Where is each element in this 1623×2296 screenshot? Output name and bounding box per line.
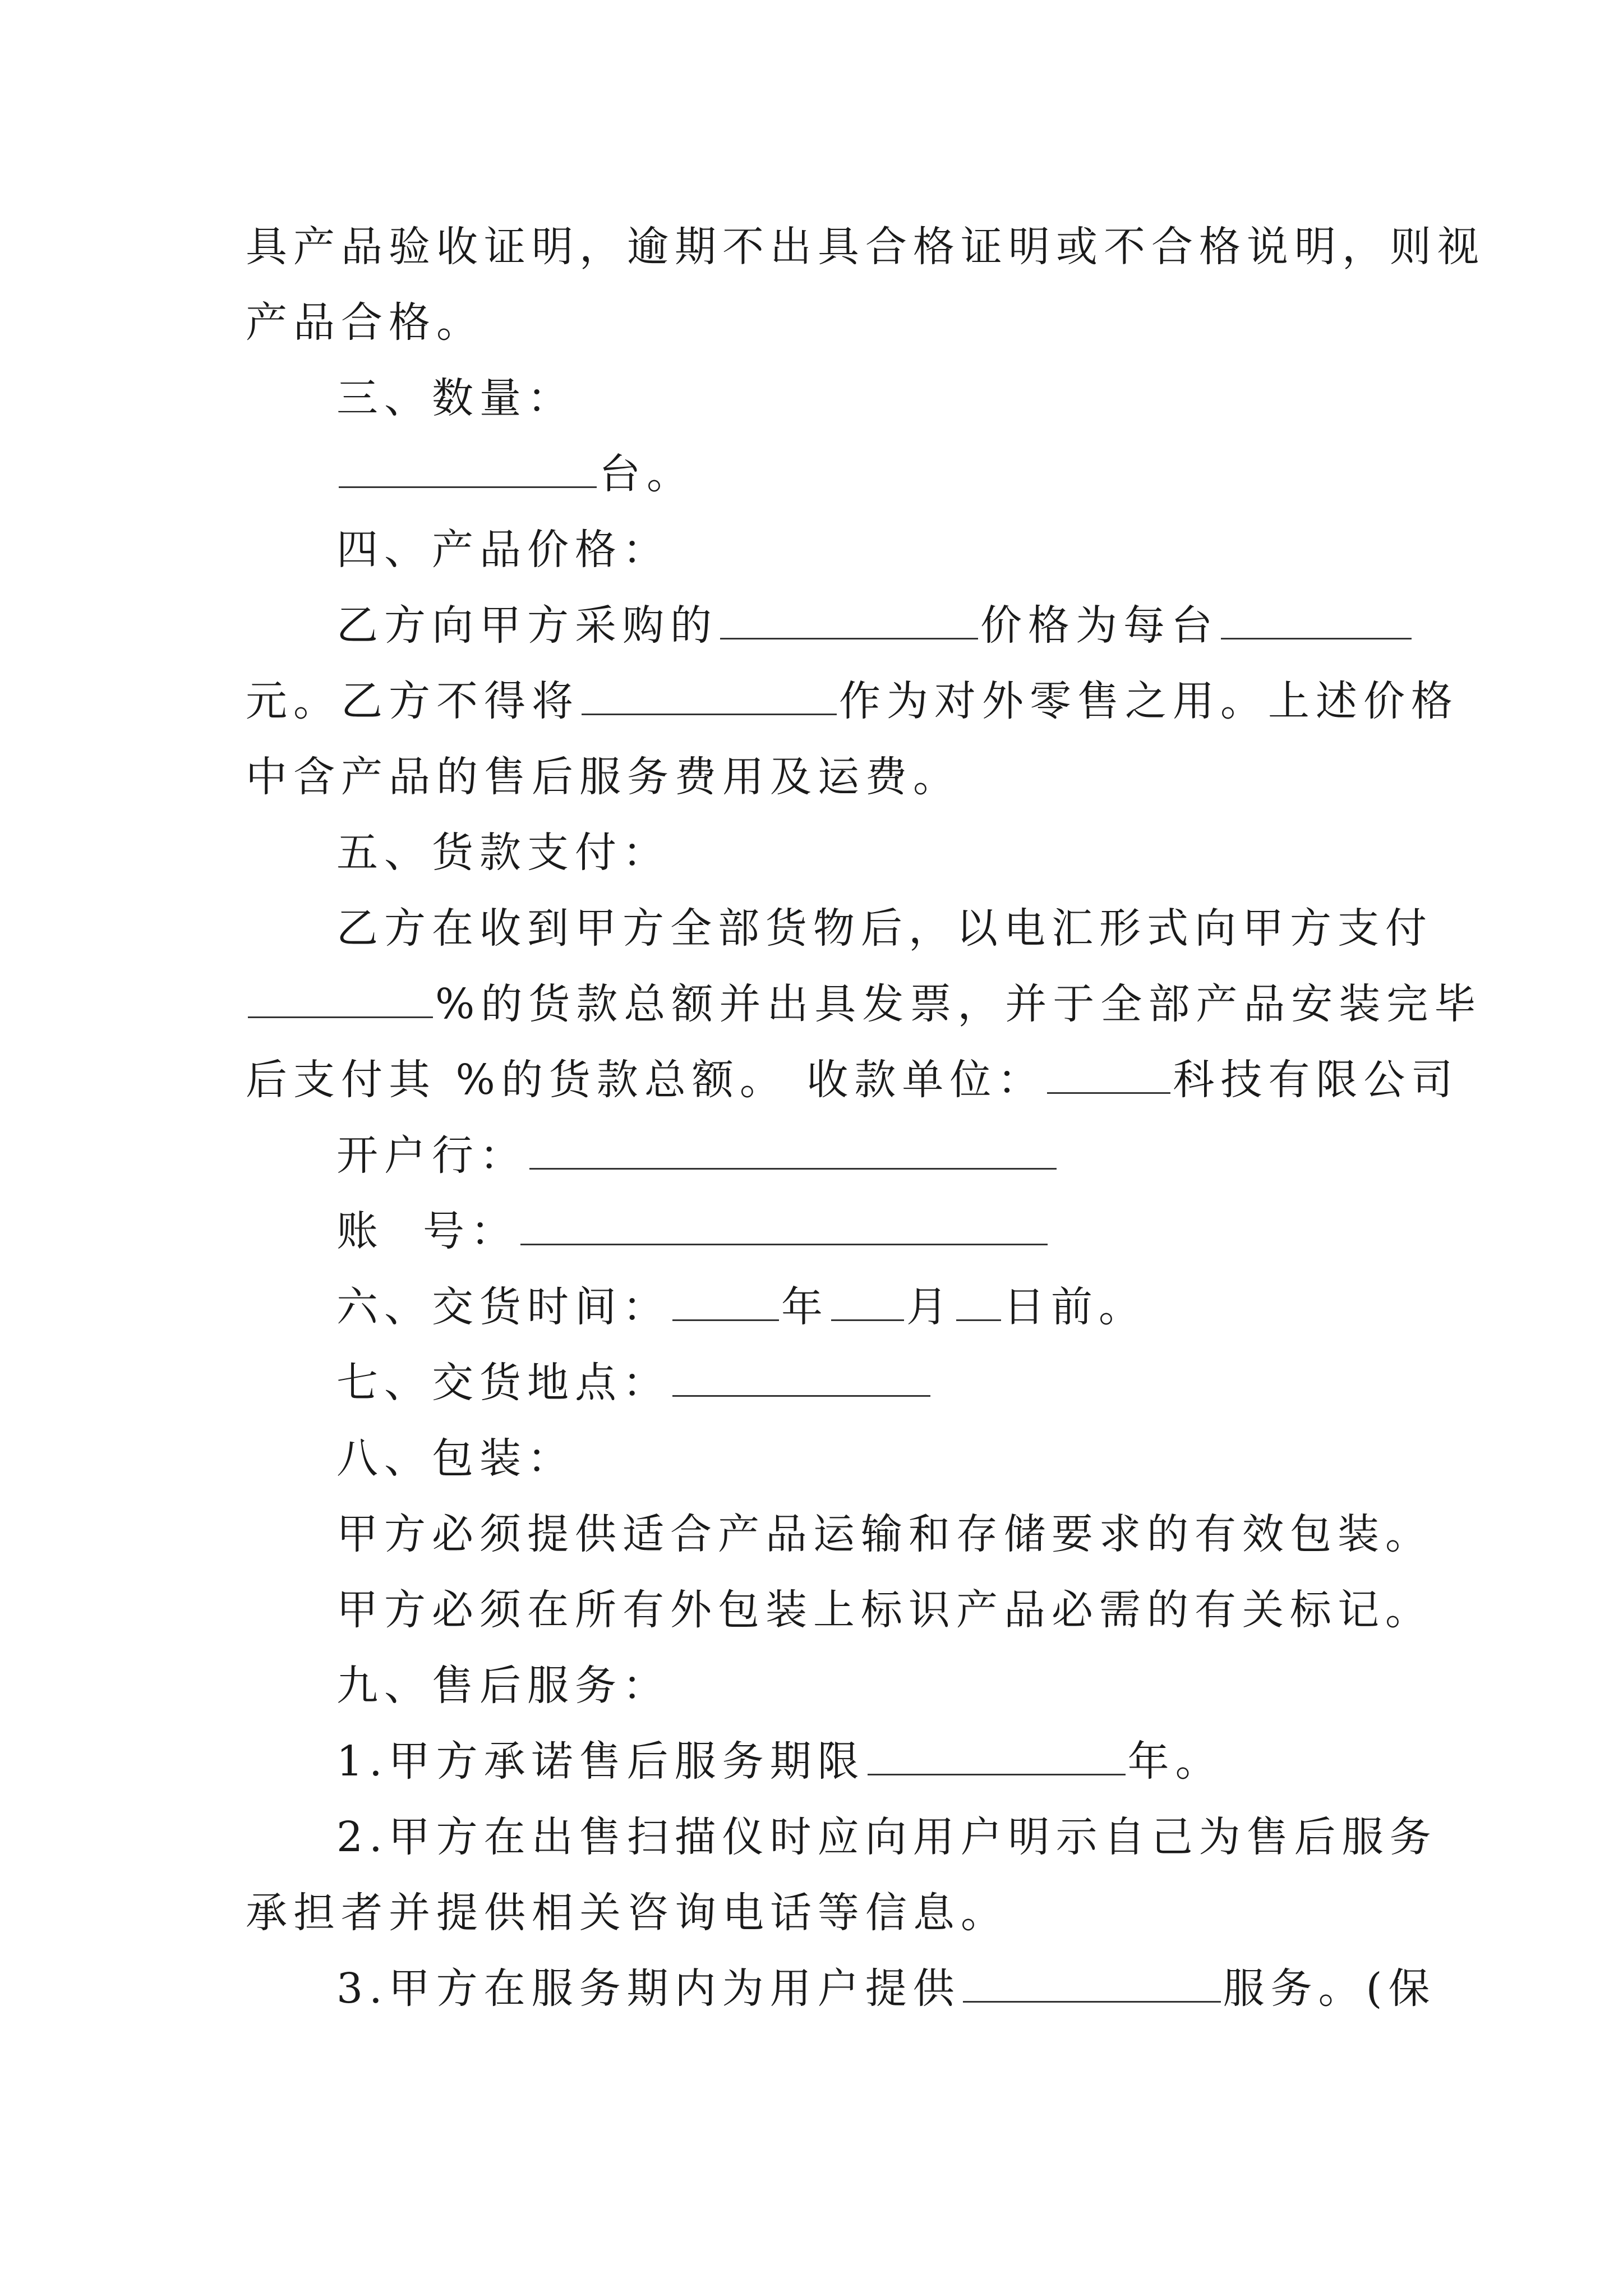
- line-quantity: [336, 446, 694, 502]
- month-blank: [831, 1282, 904, 1321]
- product-name-blank: [720, 601, 978, 639]
- line-price-1: [336, 597, 1414, 654]
- unit-price-blank: [1221, 601, 1412, 639]
- service-provide-text: 3.甲方在服务期内为用户提供: [336, 1964, 961, 2013]
- price-text-a: 乙方向甲方采购的: [336, 601, 718, 650]
- line-delivery-time: [336, 1279, 1146, 1335]
- year-blank: [672, 1282, 779, 1321]
- line-payment-2: [246, 976, 1482, 1032]
- section-4-heading: 四、产品价格：: [336, 526, 670, 574]
- section-9-heading: 九、售后服务：: [336, 1662, 670, 1710]
- line-service-2: 2.甲方在出售扫描仪时应向用户明示自己为售后服务: [336, 1813, 1437, 1861]
- delivery-place-blank: [672, 1358, 930, 1397]
- day-blank: [956, 1282, 1001, 1321]
- line-service-4: [336, 1961, 1436, 2017]
- line-service-1: [336, 1733, 1223, 1789]
- payment-text: %的货款总额并出具发票，并于全部产品安装完毕: [435, 980, 1482, 1028]
- delivery-place-label: 七、交货地点：: [336, 1359, 670, 1407]
- line-packaging-2: 甲方必须在所有外包装上标识产品必需的有关标记。: [336, 1586, 1433, 1634]
- account-blank: [520, 1207, 1048, 1245]
- line-2: 产品合格。: [246, 298, 484, 347]
- price-text-b: 价格为每台: [980, 601, 1219, 650]
- service-term-blank: [868, 1737, 1126, 1775]
- bank-blank: [529, 1131, 1057, 1170]
- price-text-d: 作为对外零售之用。上述价格: [839, 677, 1459, 725]
- price-text-c: 元。乙方不得将: [246, 677, 579, 725]
- service-term-text: 1.甲方承诺售后服务期限: [336, 1737, 865, 1786]
- service-type-blank: [963, 1964, 1221, 2003]
- quantity-unit: 台。: [599, 450, 694, 498]
- payee-company: 科技有限公司: [1173, 1056, 1459, 1104]
- section-5-heading: 五、货款支付：: [336, 829, 670, 877]
- payee-blank: [1047, 1055, 1170, 1094]
- line-account: [336, 1203, 1050, 1259]
- payee-label: 后支付其 %的货款总额。 收款单位：: [246, 1056, 1045, 1104]
- section-3-heading: 三、数量：: [336, 374, 575, 422]
- payment-percent-blank: [248, 979, 433, 1018]
- line-service-3: 承担者并提供相关咨询电话等信息。: [246, 1889, 1008, 1937]
- service-provide-tail: 服务。(保: [1223, 1964, 1436, 2013]
- section-8-heading: 八、包装：: [336, 1434, 575, 1483]
- account-label: 账 号：: [336, 1207, 519, 1255]
- line-price-2: [246, 673, 1459, 729]
- line-delivery-place: [336, 1355, 933, 1411]
- delivery-time-label: 六、交货时间：: [336, 1283, 670, 1331]
- quantity-blank: [339, 449, 597, 488]
- retail-item-blank: [582, 677, 837, 715]
- line-price-3: 中含产品的售后服务费用及运费。: [246, 753, 961, 801]
- line-bank: [336, 1128, 1059, 1184]
- line-packaging-1: 甲方必须提供适合产品运输和存储要求的有效包装。: [336, 1510, 1433, 1558]
- year-label: 年: [781, 1283, 829, 1331]
- day-label: 日前。: [1003, 1283, 1146, 1331]
- service-term-unit: 年。: [1127, 1737, 1223, 1786]
- month-label: 月: [906, 1283, 954, 1331]
- line-payment-3: [246, 1052, 1459, 1108]
- line-payment-1: 乙方在收到甲方全部货物后，以电汇形式向甲方支付: [336, 904, 1433, 953]
- bank-label: 开户行：: [336, 1131, 527, 1180]
- line-1: 具产品验收证明，逾期不出具合格证明或不合格说明，则视: [246, 223, 1485, 271]
